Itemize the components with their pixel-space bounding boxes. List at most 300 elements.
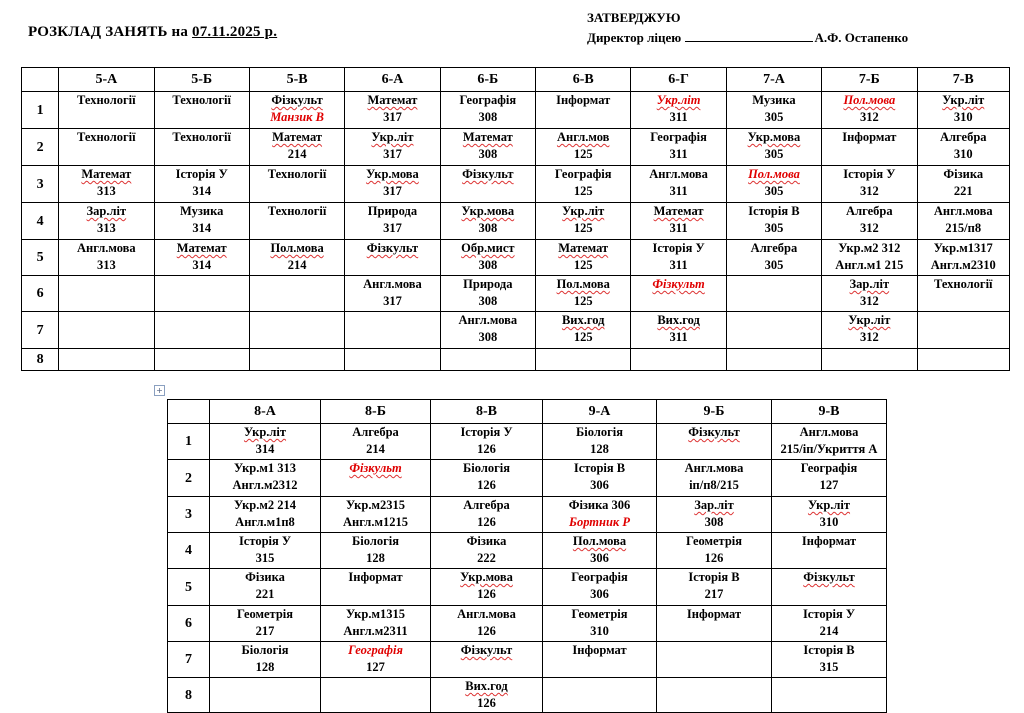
lesson-cell[interactable] — [822, 349, 917, 371]
lesson-cell[interactable] — [543, 460, 657, 497]
lesson-cell[interactable] — [59, 349, 154, 371]
lesson-cell[interactable] — [431, 678, 543, 713]
subject-text: Укр.м2 214 — [233, 498, 297, 512]
room-text: 308 — [478, 330, 498, 344]
lesson-cell[interactable] — [59, 240, 154, 276]
lesson-cell[interactable] — [345, 276, 440, 312]
lesson-cell[interactable] — [321, 678, 431, 713]
lesson-cell[interactable] — [345, 312, 440, 349]
approval-block — [587, 8, 908, 48]
lesson-number: 1 — [168, 424, 210, 460]
room-text: 312 — [859, 221, 879, 235]
lesson-cell[interactable] — [917, 203, 1009, 240]
room-text: 126 — [477, 478, 496, 492]
subject-text: Математ — [558, 241, 609, 255]
room-text: 310 — [819, 515, 839, 529]
lesson-cell[interactable] — [210, 569, 321, 606]
lesson-cell[interactable] — [431, 533, 543, 569]
lesson-cell[interactable] — [726, 349, 821, 371]
room-text: 308 — [478, 258, 498, 272]
subject-text: Природа — [463, 277, 513, 291]
lesson-cell[interactable] — [321, 606, 431, 642]
lesson-cell[interactable] — [536, 312, 631, 349]
lesson-cell[interactable] — [440, 240, 535, 276]
lesson-cell[interactable] — [657, 533, 772, 569]
lesson-cell[interactable] — [59, 312, 154, 349]
lesson-cell[interactable] — [772, 497, 887, 533]
subject-text: Історія У — [652, 241, 705, 255]
lesson-cell[interactable] — [657, 424, 772, 460]
room-text: 128 — [255, 660, 275, 674]
lesson-cell[interactable] — [543, 424, 657, 460]
room-text: 126 — [477, 587, 496, 601]
room-text: 310 — [590, 624, 609, 638]
room-text: 317 — [383, 184, 402, 198]
table-row — [22, 203, 1010, 240]
lesson-number: 2 — [22, 129, 59, 166]
lesson-cell[interactable] — [726, 312, 821, 349]
lesson-cell[interactable] — [154, 166, 249, 203]
room-text: 311 — [669, 221, 688, 235]
room-text: 315 — [819, 660, 839, 674]
subject-text: Геометрія — [571, 607, 628, 621]
lesson-cell[interactable] — [440, 349, 535, 371]
lesson-cell[interactable] — [726, 166, 821, 203]
lesson-cell[interactable] — [631, 203, 726, 240]
lesson-cell[interactable] — [154, 92, 249, 129]
lesson-cell[interactable] — [543, 606, 657, 642]
table-row — [168, 606, 887, 642]
subject-text: Географія — [650, 130, 707, 144]
lesson-cell[interactable] — [210, 642, 321, 678]
room-text: 127 — [366, 660, 385, 674]
lesson-cell[interactable] — [917, 92, 1009, 129]
lesson-cell[interactable] — [59, 203, 154, 240]
room-text: 308 — [704, 515, 724, 529]
subject-text: Географія — [571, 570, 628, 584]
lesson-cell[interactable] — [772, 606, 887, 642]
room-text: 127 — [819, 478, 839, 492]
subject-text: Біологія — [352, 534, 399, 548]
subject-text: Укр.м1315 — [346, 607, 405, 621]
room-text: 125 — [573, 294, 593, 308]
room-text: іп/п8/215 — [689, 478, 739, 492]
subject-text: Географія — [554, 167, 612, 181]
lesson-cell[interactable] — [249, 240, 344, 276]
class-header: 6-Г — [631, 68, 726, 92]
subject-text: Зар.літ — [694, 498, 734, 512]
room-text: 126 — [704, 551, 724, 565]
lesson-cell[interactable] — [431, 497, 543, 533]
subject-text: Пол.мова — [843, 93, 896, 107]
subject-text: Історія В — [748, 204, 800, 218]
subject-text: Фізика — [245, 570, 285, 584]
lesson-cell[interactable] — [822, 240, 917, 276]
schedule-table-grades-8-9 — [167, 399, 887, 713]
subject-text: Алгебра — [750, 241, 798, 255]
lesson-cell[interactable] — [631, 312, 726, 349]
room-text: 305 — [764, 110, 784, 124]
lesson-cell[interactable] — [543, 569, 657, 606]
lesson-cell[interactable] — [440, 92, 535, 129]
subject-text: Фізкульт — [460, 643, 513, 657]
lesson-cell[interactable] — [210, 606, 321, 642]
room-text: 317 — [383, 221, 402, 235]
room-text: 305 — [764, 258, 784, 272]
room-text: 315 — [255, 551, 275, 565]
class-header: 6-А — [345, 68, 440, 92]
approval-name: А.Ф. Остапенко — [814, 30, 909, 45]
subject-text: Фізика 306 — [568, 498, 631, 512]
room-text: 317 — [383, 147, 402, 161]
subject-text: Математ — [367, 93, 418, 107]
lesson-cell[interactable] — [345, 129, 440, 166]
subject-text: Англ.мова — [799, 425, 859, 439]
lesson-number: 2 — [168, 460, 210, 497]
subject-text: Зар.літ — [849, 277, 890, 291]
lesson-cell[interactable] — [154, 349, 249, 371]
lesson-cell[interactable] — [210, 533, 321, 569]
class-header: 5-Б — [154, 68, 249, 92]
lesson-cell[interactable] — [726, 92, 821, 129]
lesson-cell[interactable] — [726, 203, 821, 240]
lesson-cell[interactable] — [631, 166, 726, 203]
subject-text: Укр.м1 313 — [233, 461, 297, 475]
room-text: 217 — [704, 587, 724, 601]
room-text: 308 — [478, 147, 498, 161]
room-text: 214 — [366, 442, 385, 456]
lesson-cell[interactable] — [726, 276, 821, 312]
lesson-cell[interactable] — [210, 460, 321, 497]
subject-text: Укр.літ — [656, 93, 701, 107]
class-header: 7-А — [726, 68, 821, 92]
lesson-cell[interactable] — [917, 240, 1009, 276]
lesson-cell[interactable] — [536, 129, 631, 166]
subject-text: Укр.мова — [366, 167, 419, 181]
subject-text: Вих.год — [657, 313, 700, 327]
lesson-cell[interactable] — [822, 129, 917, 166]
room-text: 217 — [255, 624, 275, 638]
lesson-cell[interactable] — [657, 642, 772, 678]
subject-text: Історія В — [803, 643, 855, 657]
lesson-cell[interactable] — [772, 533, 887, 569]
lesson-cell[interactable] — [543, 678, 657, 713]
lesson-number: 8 — [168, 678, 210, 713]
lesson-cell[interactable] — [631, 240, 726, 276]
lesson-cell[interactable] — [657, 460, 772, 497]
lesson-cell[interactable] — [440, 129, 535, 166]
lesson-cell[interactable] — [249, 276, 344, 312]
subject-text: Фізкульт — [688, 425, 740, 439]
lesson-cell[interactable] — [440, 312, 535, 349]
table-row — [22, 276, 1010, 312]
lesson-cell[interactable] — [345, 166, 440, 203]
lesson-cell[interactable] — [822, 312, 917, 349]
subject-text: Біологія — [463, 461, 510, 475]
lesson-cell[interactable] — [345, 240, 440, 276]
room-text: 215/іп/Укриття А — [780, 442, 878, 456]
lesson-cell[interactable] — [321, 460, 431, 497]
lesson-cell[interactable] — [59, 129, 154, 166]
class-header: 9-В — [772, 400, 887, 424]
subject-text: Укр.літ — [807, 498, 851, 512]
table-row — [168, 460, 887, 497]
lesson-cell[interactable] — [249, 312, 344, 349]
lesson-cell[interactable] — [345, 349, 440, 371]
room-text: 214 — [819, 624, 839, 638]
lesson-cell[interactable] — [249, 92, 344, 129]
subject-text: Фізкульт — [462, 167, 514, 181]
subject-text: Фізкульт — [366, 241, 419, 255]
lesson-number: 6 — [22, 276, 59, 312]
room-text: 314 — [192, 184, 212, 198]
room-text: 126 — [477, 515, 496, 529]
subject-text: Алгебра — [352, 425, 399, 439]
room-text: Англ.м2310 — [930, 258, 996, 272]
title-date: 07.11.2025 р. — [192, 24, 278, 40]
lesson-cell[interactable] — [321, 497, 431, 533]
lesson-cell[interactable] — [772, 642, 887, 678]
room-text: 311 — [669, 184, 688, 198]
room-text: Манзик В — [270, 110, 324, 124]
room-text: Англ.м1 215 — [835, 258, 904, 272]
lesson-cell[interactable] — [154, 312, 249, 349]
room-text: 310 — [953, 110, 973, 124]
lesson-cell[interactable] — [657, 497, 772, 533]
lesson-cell[interactable] — [657, 569, 772, 606]
lesson-cell[interactable] — [536, 240, 631, 276]
lesson-cell[interactable] — [431, 569, 543, 606]
title-prefix: РОЗКЛАД ЗАНЯТЬ на — [28, 24, 193, 40]
room-text: 308 — [478, 294, 498, 308]
subject-text: Укр.мова — [461, 204, 515, 218]
lesson-cell[interactable] — [917, 349, 1009, 371]
approval-role: Директор ліцею — [587, 30, 682, 45]
class-header: 9-Б — [657, 400, 772, 424]
lesson-cell[interactable] — [726, 129, 821, 166]
room-text: 312 — [859, 294, 879, 308]
lesson-cell[interactable] — [631, 349, 726, 371]
room-text: 317 — [383, 294, 402, 308]
table-row — [22, 312, 1010, 349]
signature-blank — [685, 29, 813, 42]
subject-text: Англ.мова — [363, 277, 422, 291]
subject-text: Укр.мова — [460, 570, 513, 584]
table-row — [168, 678, 887, 713]
class-header: 7-В — [917, 68, 1009, 92]
header-row — [168, 400, 887, 424]
table-row — [22, 349, 1010, 371]
subject-text: Технології — [77, 93, 136, 107]
lesson-cell[interactable] — [431, 424, 543, 460]
lesson-cell[interactable] — [543, 533, 657, 569]
subject-text: Англ.мова — [457, 607, 516, 621]
lesson-cell[interactable] — [210, 678, 321, 713]
lesson-number: 7 — [168, 642, 210, 678]
lesson-cell[interactable] — [249, 203, 344, 240]
table-row — [22, 240, 1010, 276]
subject-text: Інформат — [572, 643, 627, 657]
subject-text: Укр.літ — [243, 425, 287, 439]
lesson-cell[interactable] — [822, 276, 917, 312]
lesson-cell[interactable] — [631, 276, 726, 312]
lesson-cell[interactable] — [543, 497, 657, 533]
room-text: 305 — [764, 147, 784, 161]
lesson-cell[interactable] — [431, 642, 543, 678]
lesson-cell[interactable] — [249, 129, 344, 166]
subject-text: Алгебра — [939, 130, 987, 144]
room-text: 312 — [859, 330, 879, 344]
lesson-cell[interactable] — [543, 642, 657, 678]
subject-text: Фізкульт — [271, 93, 323, 107]
lesson-cell[interactable] — [917, 276, 1009, 312]
subject-text: Природа — [367, 204, 418, 218]
lesson-cell[interactable] — [536, 203, 631, 240]
lesson-cell[interactable] — [657, 678, 772, 713]
lesson-number: 4 — [168, 533, 210, 569]
subject-text: Англ.мова — [649, 167, 708, 181]
subject-text: Історія У — [175, 167, 228, 181]
subject-text: Фізкульт — [652, 277, 705, 291]
subject-text: Математ — [653, 204, 704, 218]
lesson-cell[interactable] — [772, 678, 887, 713]
class-header: 8-Б — [321, 400, 431, 424]
subject-text: Технології — [933, 277, 993, 291]
lesson-cell[interactable] — [154, 276, 249, 312]
lesson-cell[interactable] — [631, 92, 726, 129]
schedule-table-grades-5-7 — [21, 67, 1010, 371]
room-text: 221 — [255, 587, 275, 601]
subject-text: Математ — [176, 241, 227, 255]
class-header: 9-А — [543, 400, 657, 424]
lesson-cell[interactable] — [431, 460, 543, 497]
lesson-cell[interactable] — [440, 166, 535, 203]
lesson-cell[interactable] — [345, 203, 440, 240]
lesson-cell[interactable] — [154, 240, 249, 276]
lesson-cell[interactable] — [345, 92, 440, 129]
subject-text: Інформат — [842, 130, 897, 144]
subject-text: Математ — [81, 167, 132, 181]
room-text: 313 — [96, 184, 116, 198]
room-text: 314 — [255, 442, 275, 456]
lesson-cell[interactable] — [822, 166, 917, 203]
subject-text: Англ.мова — [458, 313, 518, 327]
subject-text: Пол.мова — [270, 241, 324, 255]
lesson-number: 3 — [22, 166, 59, 203]
subject-text: Технології — [77, 130, 136, 144]
room-text: 311 — [669, 147, 688, 161]
class-header: 7-Б — [822, 68, 917, 92]
subject-text: Історія В — [688, 570, 740, 584]
subject-text: Технології — [267, 167, 327, 181]
room-text: 125 — [573, 221, 593, 235]
subject-text: Укр.м1317 — [933, 241, 993, 255]
lesson-cell[interactable] — [657, 606, 772, 642]
lesson-cell[interactable] — [772, 424, 887, 460]
lesson-cell[interactable] — [917, 129, 1009, 166]
header-row — [22, 68, 1010, 92]
lesson-cell[interactable] — [321, 569, 431, 606]
room-text: 313 — [96, 221, 116, 235]
table-move-handle-icon[interactable]: + — [154, 385, 165, 396]
lesson-cell[interactable] — [249, 349, 344, 371]
subject-text: Історія У — [460, 425, 513, 439]
table-row — [168, 569, 887, 606]
room-text: 126 — [477, 442, 496, 456]
lesson-cell[interactable] — [917, 312, 1009, 349]
lesson-cell[interactable] — [536, 349, 631, 371]
room-text: Англ.м2311 — [343, 624, 408, 638]
schedule-title — [28, 24, 277, 41]
subject-text: Англ.мова — [684, 461, 744, 475]
subject-text: Технології — [172, 130, 231, 144]
room-text: 214 — [287, 258, 307, 272]
lesson-cell[interactable] — [59, 92, 154, 129]
subject-text: Пол.мова — [556, 277, 610, 291]
lesson-number: 3 — [168, 497, 210, 533]
room-text: 313 — [96, 258, 116, 272]
lesson-cell[interactable] — [536, 92, 631, 129]
lesson-cell[interactable] — [536, 166, 631, 203]
room-text: 314 — [192, 221, 212, 235]
room-text: 125 — [573, 258, 593, 272]
room-text: 306 — [590, 478, 609, 492]
lesson-cell[interactable] — [772, 460, 887, 497]
lesson-cell[interactable] — [726, 240, 821, 276]
lesson-cell[interactable] — [154, 203, 249, 240]
lesson-cell[interactable] — [822, 92, 917, 129]
subject-text: Геометрія — [685, 534, 743, 548]
lesson-cell[interactable] — [59, 276, 154, 312]
room-text: 311 — [669, 110, 688, 124]
room-text: 311 — [669, 258, 688, 272]
lesson-cell[interactable] — [822, 203, 917, 240]
subject-text: Англ.мова — [76, 241, 136, 255]
subject-text: Укр.м2315 — [346, 498, 405, 512]
room-text: 305 — [764, 221, 784, 235]
lesson-cell[interactable] — [59, 166, 154, 203]
lesson-number: 5 — [168, 569, 210, 606]
subject-text: Історія У — [843, 167, 896, 181]
lesson-cell[interactable] — [440, 203, 535, 240]
class-header: 5-А — [59, 68, 154, 92]
lesson-cell[interactable] — [210, 497, 321, 533]
subject-text: Пол.мова — [748, 167, 800, 181]
table-row — [168, 642, 887, 678]
lesson-cell[interactable] — [631, 129, 726, 166]
class-header: 8-А — [210, 400, 321, 424]
lesson-cell[interactable] — [154, 129, 249, 166]
table-row — [22, 166, 1010, 203]
room-text: Англ.м1215 — [343, 515, 408, 529]
corner-cell — [168, 400, 210, 424]
lesson-cell[interactable] — [321, 424, 431, 460]
lesson-cell[interactable] — [440, 276, 535, 312]
lesson-cell[interactable] — [321, 642, 431, 678]
lesson-cell[interactable] — [536, 276, 631, 312]
subject-text: Біологія — [576, 425, 623, 439]
lesson-cell[interactable] — [210, 424, 321, 460]
lesson-cell[interactable] — [431, 606, 543, 642]
lesson-cell[interactable] — [321, 533, 431, 569]
table-row — [22, 92, 1010, 129]
lesson-number: 5 — [22, 240, 59, 276]
lesson-cell[interactable] — [917, 166, 1009, 203]
lesson-cell[interactable] — [249, 166, 344, 203]
lesson-cell[interactable] — [772, 569, 887, 606]
room-text: 128 — [590, 442, 609, 456]
room-text: 310 — [953, 147, 973, 161]
